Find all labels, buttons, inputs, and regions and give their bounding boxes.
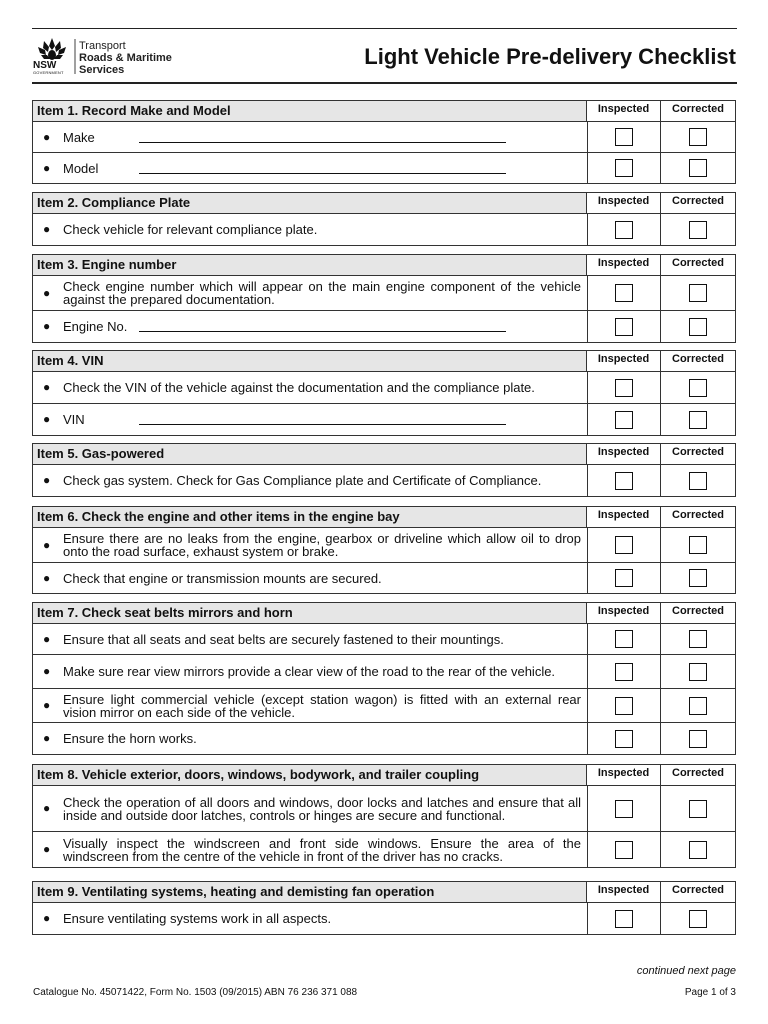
row-text: Check vehicle for relevant compliance plate. <box>63 222 318 237</box>
header-rule <box>32 82 737 84</box>
checklist-item-6 <box>32 506 736 594</box>
row-text: Check that engine or transmission mounts are secured. <box>63 570 382 586</box>
continued-note: continued next page <box>636 965 736 977</box>
agency-line-1: Transport <box>79 40 126 52</box>
corrected-cell <box>661 655 735 688</box>
corrected-column-header: Corrected <box>661 507 735 527</box>
inspected-cell <box>588 563 661 593</box>
inspected-column-header: Inspected <box>587 765 661 785</box>
item-header <box>33 193 735 214</box>
row-text: VIN <box>63 412 85 427</box>
inspected-cell <box>588 903 661 934</box>
bullet-icon: ● <box>43 319 51 333</box>
row-text: Ensure there are no leaks from the engine, gearbox or driveline which allow oil to drop onto the road surface, exhaust system or brake. <box>63 531 581 559</box>
inspected-checkbox[interactable] <box>615 800 633 818</box>
item-header <box>33 882 735 903</box>
checklist-row <box>33 214 735 245</box>
inspected-cell <box>588 624 661 654</box>
checklist-item-4 <box>32 350 736 436</box>
item-title: Item 6. Check the engine and other items in the engine bay <box>33 507 587 527</box>
bullet-icon: ● <box>43 222 51 236</box>
inspected-checkbox[interactable] <box>615 697 633 715</box>
checklist-row <box>33 689 735 723</box>
corrected-checkbox[interactable] <box>689 284 707 302</box>
item-title: Item 1. Record Make and Model <box>33 101 587 121</box>
row-text: Make <box>63 129 95 145</box>
checklist-row <box>33 372 735 404</box>
catalogue-info: Catalogue No. 45071422, Form No. 1503 (09/2015) ABN 76 236 371 088 <box>33 987 358 998</box>
inspected-checkbox[interactable] <box>615 379 633 397</box>
row-text: Engine No. <box>63 319 128 334</box>
top-rule <box>32 28 737 29</box>
nsw-government-label: GOVERNMENT <box>33 70 64 75</box>
corrected-cell <box>661 563 735 593</box>
row-description <box>33 214 588 245</box>
corrected-cell <box>661 786 735 831</box>
inspected-column-header: Inspected <box>587 507 661 527</box>
checklist-item-2 <box>32 192 736 246</box>
row-description <box>33 689 588 722</box>
corrected-checkbox[interactable] <box>689 159 707 177</box>
row-text: Make sure rear view mirrors provide a clear view of the road to the rear of the vehicle. <box>63 664 556 679</box>
item-title: Item 4. VIN <box>33 351 587 371</box>
inspected-column-header: Inspected <box>587 351 661 371</box>
row-text: Ensure that all seats and seat belts are securely fastened to their mountings. <box>63 631 504 647</box>
corrected-checkbox[interactable] <box>689 569 707 587</box>
corrected-cell <box>661 689 735 722</box>
row-text: Check the VIN of the vehicle against the documentation and the compliance plate. <box>63 380 535 395</box>
corrected-cell <box>661 465 735 496</box>
corrected-cell <box>661 624 735 654</box>
bullet-icon: ● <box>43 129 51 144</box>
item-title: Item 7. Check seat belts mirrors and horn <box>33 603 587 623</box>
checklist-row <box>33 563 735 593</box>
inspected-checkbox[interactable] <box>615 128 633 146</box>
row-description <box>33 122 588 152</box>
corrected-column-header: Corrected <box>661 882 735 902</box>
checklist-row <box>33 122 735 153</box>
nsw-wordmark: NSW <box>33 60 57 71</box>
row-text: Check the operation of all doors and windows, door locks and latches and ensure that all inside and outside door latches, controls or hinges are secure and functional. <box>63 794 581 823</box>
checklist-row <box>33 786 735 832</box>
corrected-checkbox[interactable] <box>689 663 707 681</box>
inspected-cell <box>588 122 661 152</box>
bullet-icon: ● <box>43 698 51 712</box>
row-description <box>33 832 588 867</box>
inspected-cell <box>588 832 661 867</box>
inspected-checkbox[interactable] <box>615 411 633 429</box>
checklist-item-9 <box>32 881 736 935</box>
checklist-item-8 <box>32 764 736 868</box>
inspected-cell <box>588 372 661 403</box>
inspected-cell <box>588 311 661 342</box>
row-description <box>33 311 588 342</box>
bullet-icon: ● <box>43 731 51 745</box>
inspected-column-header: Inspected <box>587 193 661 213</box>
checklist-row <box>33 528 735 563</box>
checklist-row <box>33 465 735 496</box>
agency-line-3: Services <box>79 64 125 76</box>
bullet-icon: ● <box>43 631 51 646</box>
page-number: Page 1 of 3 <box>684 987 736 998</box>
write-in-line[interactable] <box>139 414 506 425</box>
checklist-row <box>33 655 735 689</box>
row-description <box>33 528 588 562</box>
corrected-cell <box>661 214 735 245</box>
corrected-cell <box>661 122 735 152</box>
row-text: Ensure light commercial vehicle (except station wagon) is fitted with an external rear vision mirror on each side of the vehicle. <box>63 691 581 720</box>
row-text: Ensure ventilating systems work in all aspects. <box>63 911 332 926</box>
checklist-row <box>33 153 735 183</box>
document-title: Light Vehicle Pre-delivery Checklist <box>364 44 736 69</box>
item-header <box>33 351 735 372</box>
item-title: Item 3. Engine number <box>33 255 587 275</box>
corrected-checkbox[interactable] <box>689 472 707 490</box>
inspected-cell <box>588 276 661 310</box>
bullet-icon: ● <box>43 412 51 426</box>
row-text: Ensure the horn works. <box>63 731 197 746</box>
corrected-column-header: Corrected <box>661 603 735 623</box>
inspected-checkbox[interactable] <box>615 841 633 859</box>
corrected-checkbox[interactable] <box>689 128 707 146</box>
corrected-cell <box>661 153 735 183</box>
bullet-icon: ● <box>43 473 51 487</box>
inspected-checkbox[interactable] <box>615 536 633 554</box>
row-text: Check engine number which will appear on the main engine component of the vehicle against the prepared documentation. <box>63 279 581 307</box>
bullet-icon: ● <box>43 537 51 552</box>
agency-name <box>79 40 172 76</box>
inspected-cell <box>588 723 661 754</box>
inspected-checkbox[interactable] <box>615 910 633 928</box>
row-description <box>33 276 588 310</box>
inspected-cell <box>588 528 661 562</box>
inspected-column-header: Inspected <box>587 255 661 275</box>
row-description <box>33 404 588 435</box>
inspected-column-header: Inspected <box>587 882 661 902</box>
inspected-checkbox[interactable] <box>615 159 633 177</box>
item-title: Item 8. Vehicle exterior, doors, windows, bodywork, and trailer coupling <box>33 765 587 785</box>
row-text: Check gas system. Check for Gas Compliance plate and Certificate of Compliance. <box>63 473 542 488</box>
row-description <box>33 153 588 183</box>
row-description <box>33 655 588 688</box>
checklist-row <box>33 311 735 342</box>
inspected-cell <box>588 404 661 435</box>
checklist-item-5 <box>32 443 736 497</box>
write-in-line[interactable] <box>139 132 506 143</box>
row-description <box>33 563 588 593</box>
inspected-column-header: Inspected <box>587 444 661 464</box>
agency-line-2: Roads & Maritime <box>79 52 172 64</box>
inspected-checkbox[interactable] <box>615 569 633 587</box>
corrected-checkbox[interactable] <box>689 910 707 928</box>
inspected-cell <box>588 689 661 722</box>
checklist-row <box>33 404 735 435</box>
row-description <box>33 624 588 654</box>
write-in-line[interactable] <box>139 321 506 332</box>
row-text: Visually inspect the windscreen and front side windows. Ensure the area of the windscreen from the centre of the vehicle in front of the driver has no cracks. <box>63 835 581 864</box>
corrected-checkbox[interactable] <box>689 318 707 336</box>
checklist-item-3 <box>32 254 736 343</box>
inspected-cell <box>588 786 661 831</box>
corrected-column-header: Corrected <box>661 765 735 785</box>
inspected-checkbox[interactable] <box>615 730 633 748</box>
corrected-checkbox[interactable] <box>689 800 707 818</box>
corrected-checkbox[interactable] <box>689 411 707 429</box>
write-in-line[interactable] <box>139 163 506 174</box>
corrected-cell <box>661 903 735 934</box>
corrected-column-header: Corrected <box>661 444 735 464</box>
item-header <box>33 101 735 122</box>
corrected-checkbox[interactable] <box>689 536 707 554</box>
checklist-item-7 <box>32 602 736 755</box>
inspected-column-header: Inspected <box>587 101 661 121</box>
inspected-cell <box>588 655 661 688</box>
bullet-icon: ● <box>43 380 51 394</box>
corrected-checkbox[interactable] <box>689 730 707 748</box>
corrected-column-header: Corrected <box>661 193 735 213</box>
bullet-icon: ● <box>43 664 51 678</box>
corrected-cell <box>661 276 735 310</box>
bullet-icon: ● <box>43 842 51 856</box>
row-description <box>33 723 588 754</box>
checklist-row <box>33 832 735 867</box>
corrected-checkbox[interactable] <box>689 379 707 397</box>
checklist-row <box>33 723 735 754</box>
inspected-checkbox[interactable] <box>615 472 633 490</box>
corrected-cell <box>661 372 735 403</box>
checklist-row <box>33 624 735 655</box>
row-description <box>33 903 588 934</box>
corrected-checkbox[interactable] <box>689 841 707 859</box>
inspected-checkbox[interactable] <box>615 663 633 681</box>
inspected-cell <box>588 153 661 183</box>
item-title: Item 2. Compliance Plate <box>33 193 587 213</box>
bullet-icon: ● <box>43 285 51 300</box>
corrected-cell <box>661 311 735 342</box>
inspected-checkbox[interactable] <box>615 318 633 336</box>
bullet-icon: ● <box>43 160 51 175</box>
corrected-cell <box>661 404 735 435</box>
item-header <box>33 444 735 465</box>
inspected-cell <box>588 214 661 245</box>
row-description <box>33 786 588 831</box>
corrected-column-header: Corrected <box>661 351 735 371</box>
item-title: Item 5. Gas-powered <box>33 444 587 464</box>
checklist-row <box>33 276 735 311</box>
item-header <box>33 507 735 528</box>
corrected-cell <box>661 723 735 754</box>
item-header <box>33 765 735 786</box>
row-description <box>33 465 588 496</box>
checklist-item-1 <box>32 100 736 184</box>
inspected-cell <box>588 465 661 496</box>
corrected-checkbox[interactable] <box>689 221 707 239</box>
row-description <box>33 372 588 403</box>
corrected-checkbox[interactable] <box>689 697 707 715</box>
inspected-checkbox[interactable] <box>615 221 633 239</box>
inspected-column-header: Inspected <box>587 603 661 623</box>
corrected-column-header: Corrected <box>661 101 735 121</box>
item-header <box>33 603 735 624</box>
bullet-icon: ● <box>43 801 51 815</box>
item-header <box>33 255 735 276</box>
bullet-icon: ● <box>43 570 51 585</box>
corrected-cell <box>661 528 735 562</box>
inspected-checkbox[interactable] <box>615 630 633 648</box>
corrected-checkbox[interactable] <box>689 630 707 648</box>
inspected-checkbox[interactable] <box>615 284 633 302</box>
row-text: Model <box>63 160 99 176</box>
corrected-column-header: Corrected <box>661 255 735 275</box>
item-title: Item 9. Ventilating systems, heating and demisting fan operation <box>33 882 587 902</box>
corrected-cell <box>661 832 735 867</box>
checklist-row <box>33 903 735 934</box>
bullet-icon: ● <box>43 911 51 925</box>
